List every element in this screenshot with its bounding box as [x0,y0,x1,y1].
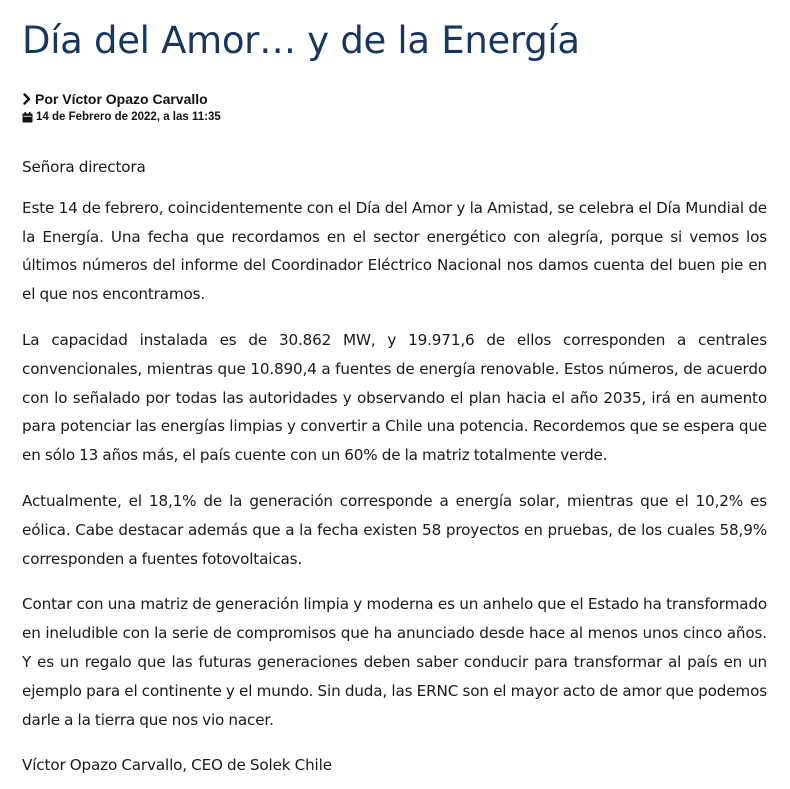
article-body [22,153,767,780]
paragraph: Actualmente, el 18,1% de la generación corresponde a energía solar, mientras que el 10,2% es eólica. Cabe destacar además que a la fecha existen 58 proyectos en pruebas, de los cuales 58,9% corresponden a fuentes fotovoltaicas. [22,491,767,568]
calendar-icon [22,112,33,123]
chevron-right-icon [22,93,32,105]
author-line [22,90,767,108]
article-title: Día del Amor… y de la Energía [22,19,580,62]
signature: Víctor Opazo Carvallo, CEO de Solek Chile [22,756,332,775]
publish-date: 14 de Febrero de 2022, a las 11:35 [36,111,221,123]
paragraph: La capacidad instalada es de 30.862 MW, y 19.971,6 de ellos corresponden a centrales convencionales, mientras que 10.890,4 a fuentes de energía renovable. Estos números, de acuerdo con lo señalado por todas las autoridades y observando el plan hacia el año 2035, irá en aumento para potenciar las energías limpias y convertir a Chile una potencia. Recordemos que se espera que en sólo 13 años más, el país cuente con un 60% de la matriz totalmente verde. [22,330,767,465]
author-link[interactable]: Por Víctor Opazo Carvallo [35,91,208,107]
paragraph: Este 14 de febrero, coincidentemente con el Día del Amor y la Amistad, se celebra el Día Mundial de la Energía. Una fecha que recordamos en el sector energético con alegría, porque si vemos los últimos números del informe del Coordinador Eléctrico Nacional nos damos cuenta del buen pie en el que nos encontramos. [22,198,767,304]
salutation: Señora directora [22,158,146,176]
date-line [22,109,767,125]
paragraph: Contar con una matriz de generación limpia y moderna es un anhelo que el Estado ha transformado en ineludible con la serie de compromisos que ha anunciado desde hace al menos unos cinco años. Y es un regalo que las futuras generaciones deben saber conducir para transformar al país en un ejemplo para el continente y el mundo. Sin duda, las ERNC son el mayor acto de amor que podemos darle a la tierra que nos vio nacer. [22,595,767,729]
